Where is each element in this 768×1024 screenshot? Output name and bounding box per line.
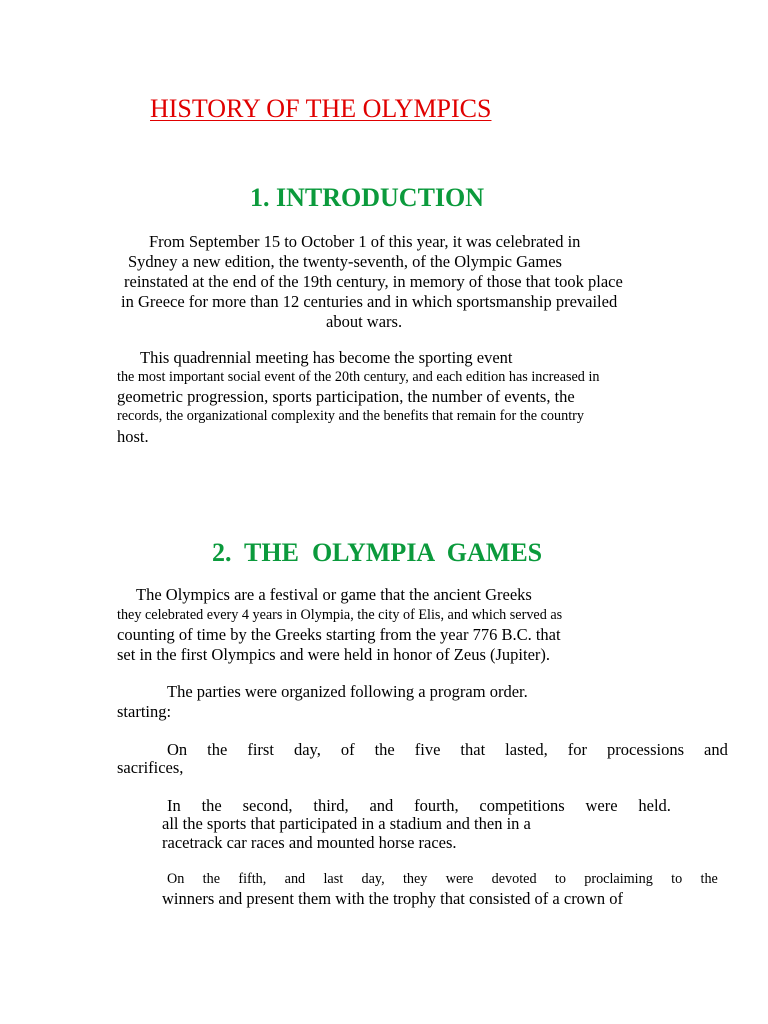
word: second, — [242, 796, 293, 815]
paragraph-line: counting of time by the Greeks starting from the year 776 B.C. that — [117, 625, 561, 644]
word: the — [207, 740, 228, 759]
paragraph-line: the most important social event of the 20th century, and each edition has increased in — [117, 369, 600, 385]
paragraph-line: racetrack car races and mounted horse races. — [162, 833, 457, 852]
word: On — [167, 740, 188, 759]
paragraph-line: starting: — [117, 702, 172, 721]
word: and — [704, 740, 728, 759]
word: proclaiming — [584, 871, 653, 887]
word: the — [700, 871, 718, 887]
word: In — [167, 796, 181, 815]
word: day, — [293, 740, 321, 759]
word: first — [247, 740, 274, 759]
paragraph-line: geometric progression, sports participation, the number of events, the — [117, 387, 575, 406]
paragraph-line: This quadrennial meeting has become the sporting event — [140, 348, 513, 367]
word: were — [445, 871, 474, 887]
paragraph-line: Sydney a new edition, the twenty-seventh, of the Olympic Games — [128, 252, 562, 271]
word: fifth, — [238, 871, 267, 887]
word: processions — [607, 740, 685, 759]
word: to — [554, 871, 566, 887]
paragraph-line: about wars. — [326, 312, 403, 331]
word: that — [460, 740, 486, 759]
word: the — [202, 871, 221, 887]
justified-line — [167, 871, 718, 888]
word: held. — [638, 796, 671, 815]
word: fourth, — [414, 796, 459, 815]
word: were — [585, 796, 618, 815]
paragraph-line: The Olympics are a festival or game that the ancient Greeks — [136, 585, 532, 604]
word: competitions — [479, 796, 565, 815]
word: third, — [313, 796, 349, 815]
paragraph-line: in Greece for more than 12 centuries and in which sportsmanship prevailed — [121, 292, 618, 311]
word: On — [167, 871, 185, 887]
paragraph-line: host. — [117, 427, 149, 446]
paragraph-line: winners and present them with the trophy that consisted of a crown of — [162, 889, 623, 908]
paragraph-line: sacrifices, — [117, 758, 184, 777]
justified-line — [167, 796, 671, 816]
paragraph-line: all the sports that participated in a stadium and then in a — [162, 814, 531, 833]
word: five — [414, 740, 441, 759]
section-heading-olympia-games: 2. THE OLYMPIA GAMES — [212, 538, 543, 567]
document-title: HISTORY OF THE OLYMPICS — [150, 94, 492, 123]
paragraph-line: records, the organizational complexity and the benefits that remain for the country — [117, 408, 584, 424]
section-heading-introduction: 1. INTRODUCTION — [250, 183, 485, 212]
word: the — [201, 796, 222, 815]
paragraph-line: set in the first Olympics and were held in honor of Zeus (Jupiter). — [117, 645, 551, 664]
paragraph-line: The parties were organized following a program order. — [167, 682, 528, 701]
word: they — [402, 871, 428, 887]
word: of — [340, 740, 355, 759]
word: devoted — [491, 871, 537, 887]
word: for — [567, 740, 588, 759]
word: and — [284, 871, 306, 887]
paragraph-line: reinstated at the end of the 19th century, in memory of those that took place — [124, 272, 623, 291]
word: and — [369, 796, 394, 815]
paragraph-line: they celebrated every 4 years in Olympia, the city of Elis, and which served as — [117, 607, 563, 623]
word: day, — [361, 871, 385, 887]
justified-line — [167, 740, 728, 760]
word: to — [671, 871, 683, 887]
paragraph-line: From September 15 to October 1 of this year, it was celebrated in — [149, 232, 581, 251]
word: the — [374, 740, 395, 759]
word: last — [323, 871, 344, 887]
word: lasted, — [505, 740, 548, 759]
